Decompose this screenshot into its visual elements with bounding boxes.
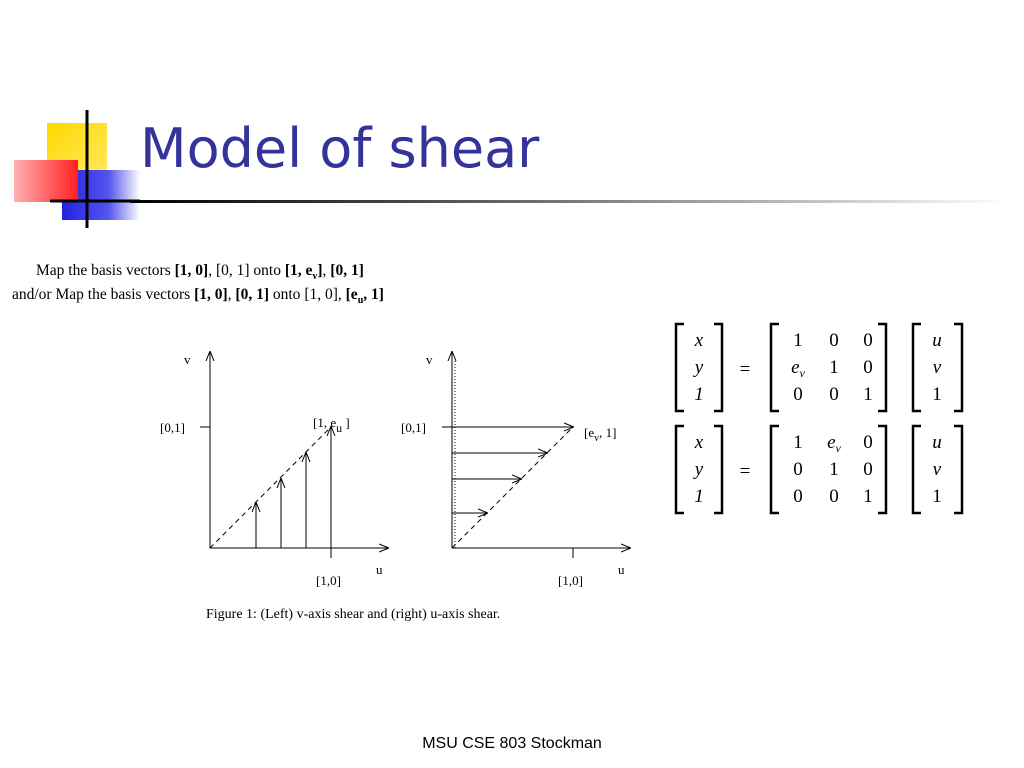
matrix-right-bracket xyxy=(878,324,886,411)
left-shear-dashed-line xyxy=(210,427,331,548)
subscript: u xyxy=(357,295,364,307)
vector-0-1: [0, 1] xyxy=(235,286,269,303)
target-vector-text: [e xyxy=(345,286,358,303)
matrix-entry: 1 xyxy=(793,330,803,351)
rhs-entry: u xyxy=(932,330,942,351)
mapping-text: Map the basis vectors xyxy=(36,262,175,279)
right-diagram xyxy=(401,352,630,588)
vector-0-1: [0, 1] xyxy=(215,262,250,279)
matrix-entry: 0 xyxy=(863,459,873,480)
target-vector-2 xyxy=(345,286,384,307)
mapping-line-1: Map the basis vectors [1, 0], [0, 1] onto [1, $e_v$], [0, 1] xyxy=(36,262,364,283)
vector-1-0: [1, 0] xyxy=(174,262,209,279)
lhs-entry: 1 xyxy=(694,384,704,405)
rhs-left-bracket xyxy=(913,426,921,513)
matrix-entry: 1 xyxy=(829,459,839,480)
matrix-entry: 1 xyxy=(863,486,873,507)
equations-group xyxy=(676,324,962,513)
corner-text: [1, e xyxy=(313,415,337,430)
right-label-10: [1,0] xyxy=(558,573,583,588)
matrix-entry: 0 xyxy=(829,486,839,507)
red-bar xyxy=(14,160,78,202)
slide-footer: MSU CSE 803 Stockman xyxy=(422,735,602,752)
vector-1-0: [1, 0] xyxy=(194,286,228,303)
equals-sign: = xyxy=(739,461,751,482)
matrix-right-bracket xyxy=(878,426,886,513)
matrix-entry: 0 xyxy=(863,357,873,378)
lhs-entry: x xyxy=(694,330,704,351)
lhs-entry: y xyxy=(694,357,704,378)
rhs-entry: v xyxy=(932,357,942,378)
matrix-entry: 0 xyxy=(829,384,839,405)
matrix-left-bracket xyxy=(771,324,779,411)
matrix-entry: $e_v$ xyxy=(791,357,805,380)
left-axis-u-label: u xyxy=(376,562,383,577)
right-shear-dashed-line xyxy=(452,427,573,548)
corner-end: ] xyxy=(342,415,350,430)
corner-text: [e xyxy=(584,425,595,440)
matrix-entry: $e_v$ xyxy=(827,432,841,455)
subscript: v xyxy=(312,271,318,283)
rhs-entry: v xyxy=(932,459,942,480)
left-diagram xyxy=(160,352,388,588)
right-axis-v-label: v xyxy=(426,352,433,367)
corner-subscript: u xyxy=(336,421,343,435)
mapping-text: and/or Map the basis vectors xyxy=(12,286,195,303)
equals-sign: = xyxy=(739,359,751,380)
shear-matrix-equations xyxy=(665,318,975,523)
right-label-01: [0,1] xyxy=(401,420,426,435)
matrix-entry: 0 xyxy=(863,330,873,351)
rhs-entry: 1 xyxy=(932,384,942,405)
target-vector: [1, 0] xyxy=(304,286,338,303)
matrix-entry: 0 xyxy=(793,459,803,480)
right-axis-u-label: u xyxy=(618,562,625,577)
target-vector xyxy=(284,262,323,283)
figure-caption: Figure 1: (Left) v-axis shear and (right) u-axis shear. xyxy=(206,607,501,622)
corner-subscript: v xyxy=(594,433,600,444)
slide-logo-decoration xyxy=(0,0,140,240)
target-vector-2: [0, 1] xyxy=(330,262,364,279)
mapping-text: onto xyxy=(249,262,285,279)
matrix-entry: 1 xyxy=(829,357,839,378)
lhs-entry: 1 xyxy=(694,486,704,507)
left-label-10: [1,0] xyxy=(316,573,341,588)
target-vector-end: ] xyxy=(317,262,323,279)
target-vector-text: [1, e xyxy=(284,262,313,279)
lhs-left-bracket xyxy=(676,426,684,513)
matrix-entry: 0 xyxy=(829,330,839,351)
left-label-01: [0,1] xyxy=(160,420,185,435)
matrix-entry: 1 xyxy=(793,432,803,453)
corner-end: , 1] xyxy=(599,425,617,440)
lhs-right-bracket xyxy=(714,324,722,411)
matrix-left-bracket xyxy=(771,426,779,513)
rhs-left-bracket xyxy=(913,324,921,411)
rhs-right-bracket xyxy=(954,324,962,411)
right-corner-label xyxy=(584,425,616,444)
mapping-text: onto xyxy=(269,286,305,303)
matrix-entry: 0 xyxy=(793,384,803,405)
left-axis-v-label: v xyxy=(184,352,191,367)
target-vector-end: , 1] xyxy=(363,286,384,303)
matrix-entry: 0 xyxy=(793,486,803,507)
lhs-entry: x xyxy=(694,432,704,453)
shear-figure xyxy=(150,340,650,600)
slide-title: Model of shear xyxy=(140,117,540,180)
rhs-right-bracket xyxy=(954,426,962,513)
lhs-right-bracket xyxy=(714,426,722,513)
rhs-entry: 1 xyxy=(932,486,942,507)
matrix-entry: 0 xyxy=(863,432,873,453)
mapping-line-2: and/or Map the basis vectors [1, 0], [0, 1] onto [1, 0], [$e_u$, 1] xyxy=(12,286,384,307)
lhs-entry: y xyxy=(694,459,704,480)
matrix-entry: 1 xyxy=(863,384,873,405)
title-underline xyxy=(130,200,1010,203)
rhs-entry: u xyxy=(932,432,942,453)
lhs-left-bracket xyxy=(676,324,684,411)
